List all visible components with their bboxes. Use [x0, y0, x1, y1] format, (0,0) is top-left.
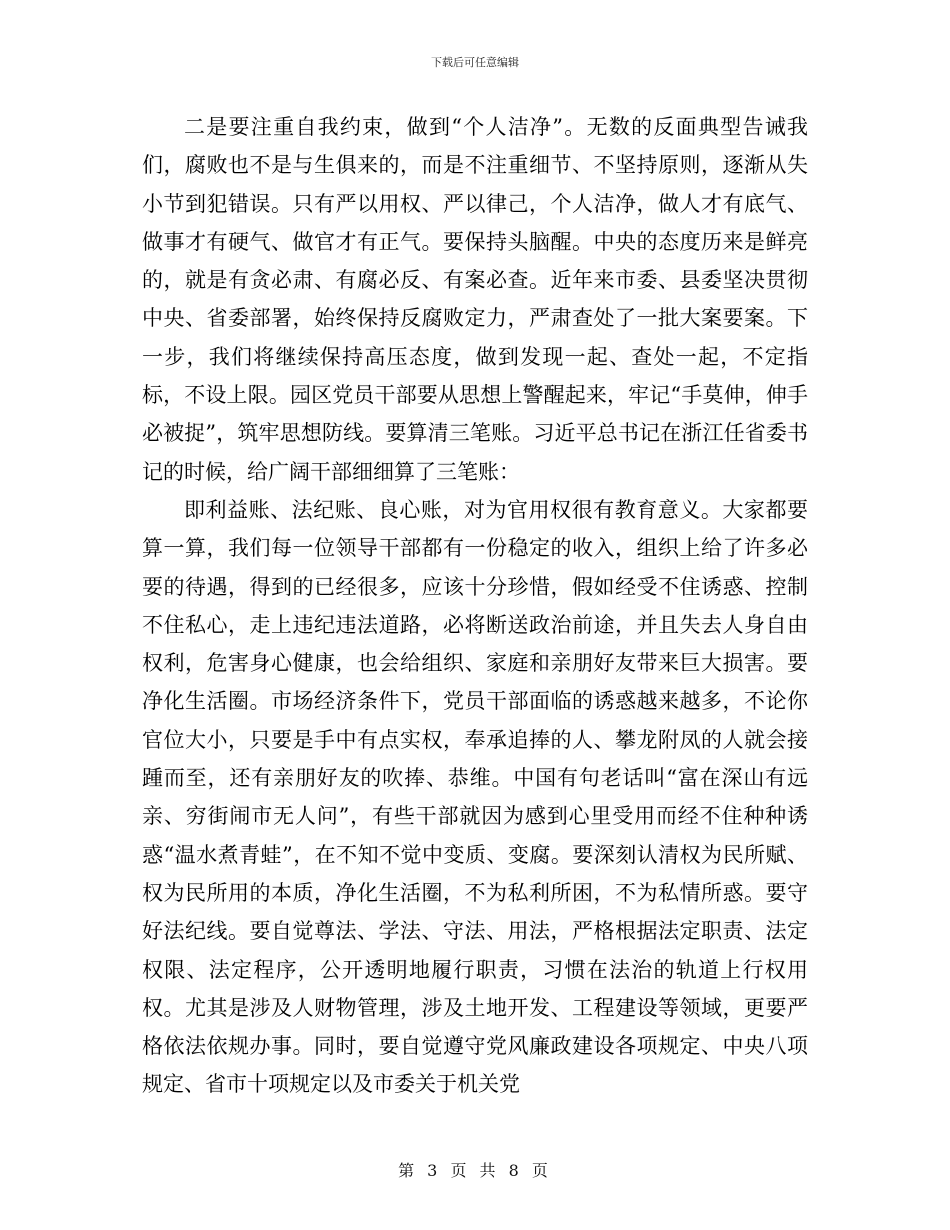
page-header-note: 下载后可任意编辑 — [431, 56, 519, 69]
body-paragraph-1: 二是要注重自我约束，做到“个人洁净”。无数的反面典型告诫我们，腐败也不是与生俱来的，而是不注重细节、不坚持原则，逐渐从失小节到犯错误。只有严以用权、严以律己，个人洁净，做人才有底气、做事才有硬气、做官才有正气。要保持头脑醒。中央的态度历来是鲜亮的，就是有贪必肃、有腐必反、有案必查。近年来市委、县委坚决贯彻中央、省委部署，始终保持反腐败定力，严肃查处了一批大案要案。下一步，我们将继续保持高压态度，做到发现一起、查处一起，不定指标，不设上限。园区党员干部要从思想上警醒起来，牢记“手莫伸，伸手必被捉”，筑牢思想防线。要算清三笔账。习近平总书记在浙江任省委书记的时候，给广阔干部细细算了三笔账： — [142, 115, 808, 484]
page-footer-number: 第 3 页 共 8 页 — [398, 1161, 552, 1180]
document-body — [142, 108, 808, 1104]
body-paragraph-2: 即利益账、法纪账、良心账，对为官用权很有教育意义。大家都要算一算，我们每一位领导干部都有一份稳定的收入，组织上给了许多必要的待遇，得到的已经很多，应该十分珍惜，假如经受不住诱惑、控制不住私心，走上违纪违法道路，必将断送政治前途，并且失去人身自由权利，危害身心健康，也会给组织、家庭和亲朋好友带来巨大损害。要净化生活圈。市场经济条件下，党员干部面临的诱惑越来越多，不论你官位大小，只要是手中有点实权，奉承追捧的人、攀龙附凤的人就会接踵而至，还有亲朋好友的吹捧、恭维。中国有句老话叫“富在深山有远亲、穷街闹市无人问”，有些干部就因为感到心里受用而经不住种种诱惑“温水煮青蛙”，在不知不觉中变质、变腐。要深刻认清权为民所赋、权为民所用的本质，净化生活圈，不为私利所困，不为私情所惑。要守好法纪线。要自觉尊法、学法、守法、用法，严格根据法定职责、法定权限、法定程序，公开透明地履行职责，习惯在法治的轨道上行权用权。尤其是涉及人财物管理，涉及土地开发、工程建设等领域，更要严格依法依规办事。同时，要自觉遵守党风廉政建设各项规定、中央八项规定、省市十项规定以及市委关于机关党 — [142, 497, 808, 1097]
